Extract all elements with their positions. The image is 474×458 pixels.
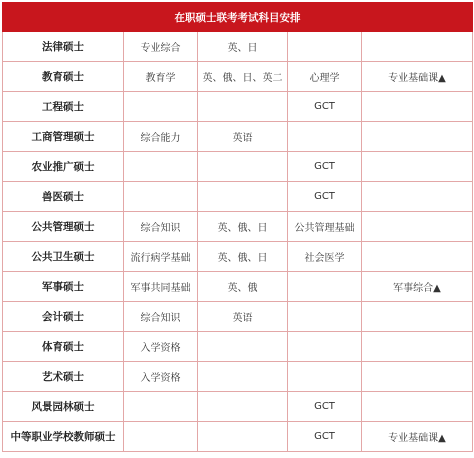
table-row [3, 122, 473, 152]
subject-cell [362, 242, 473, 272]
subject-cell [198, 152, 288, 182]
exam-schedule [2, 2, 472, 452]
table-row [3, 302, 473, 332]
subject-cell: 教育学 [124, 62, 198, 92]
subject-cell: 社会医学 [288, 242, 362, 272]
subject-cell [288, 272, 362, 302]
subject-cell: GCT [288, 92, 362, 122]
exam-subjects-table [2, 2, 473, 452]
table-row [3, 92, 473, 122]
subject-cell [124, 392, 198, 422]
table-title: 在职硕士联考考试科目安排 [3, 3, 473, 32]
subject-cell: 专业基础课▲ [362, 62, 473, 92]
degree-name: 工程硕士 [3, 92, 124, 122]
subject-cell [124, 182, 198, 212]
degree-name: 教育硕士 [3, 62, 124, 92]
subject-cell: 英、日 [198, 32, 288, 62]
subject-cell [124, 152, 198, 182]
subject-cell [198, 422, 288, 452]
subject-cell [362, 362, 473, 392]
subject-cell [288, 362, 362, 392]
subject-cell: 公共管理基础 [288, 212, 362, 242]
table-row [3, 362, 473, 392]
degree-name: 中等职业学校教师硕士 [3, 422, 124, 452]
subject-cell [198, 92, 288, 122]
subject-cell [362, 332, 473, 362]
subject-cell [288, 32, 362, 62]
subject-cell [198, 392, 288, 422]
degree-name: 风景园林硕士 [3, 392, 124, 422]
subject-cell [198, 362, 288, 392]
subject-cell: GCT [288, 392, 362, 422]
subject-cell: 流行病学基础 [124, 242, 198, 272]
subject-cell [198, 182, 288, 212]
degree-name: 农业推广硕士 [3, 152, 124, 182]
subject-cell [124, 92, 198, 122]
subject-cell: 专业基础课▲ [362, 422, 473, 452]
degree-name: 兽医硕士 [3, 182, 124, 212]
degree-name: 会计硕士 [3, 302, 124, 332]
table-row [3, 212, 473, 242]
table-row [3, 422, 473, 452]
subject-cell: 英、俄、日 [198, 242, 288, 272]
subject-cell: 英、俄 [198, 272, 288, 302]
degree-name: 体育硕士 [3, 332, 124, 362]
table-row [3, 32, 473, 62]
subject-cell: GCT [288, 152, 362, 182]
table-row [3, 242, 473, 272]
table-row [3, 62, 473, 92]
subject-cell: GCT [288, 422, 362, 452]
subject-cell [362, 302, 473, 332]
subject-cell [288, 122, 362, 152]
table-row [3, 392, 473, 422]
subject-cell: 入学资格 [124, 362, 198, 392]
subject-cell [288, 302, 362, 332]
subject-cell: 专业综合 [124, 32, 198, 62]
subject-cell: 综合知识 [124, 212, 198, 242]
subject-cell [198, 332, 288, 362]
degree-name: 公共管理硕士 [3, 212, 124, 242]
table-row [3, 272, 473, 302]
subject-cell: 英语 [198, 122, 288, 152]
table-title-row [3, 3, 473, 32]
subject-cell [362, 32, 473, 62]
subject-cell: 军事共同基础 [124, 272, 198, 302]
subject-cell: 综合知识 [124, 302, 198, 332]
degree-name: 公共卫生硕士 [3, 242, 124, 272]
subject-cell [362, 182, 473, 212]
table-row [3, 182, 473, 212]
degree-name: 法律硕士 [3, 32, 124, 62]
subject-cell: 英、俄、日 [198, 212, 288, 242]
subject-cell: 英、俄、日、英二 [198, 62, 288, 92]
subject-cell [362, 392, 473, 422]
subject-cell [124, 422, 198, 452]
subject-cell [362, 122, 473, 152]
subject-cell: 军事综合▲ [362, 272, 473, 302]
subject-cell [362, 92, 473, 122]
subject-cell: 综合能力 [124, 122, 198, 152]
degree-name: 艺术硕士 [3, 362, 124, 392]
table-body [3, 32, 473, 452]
table-row [3, 152, 473, 182]
degree-name: 军事硕士 [3, 272, 124, 302]
subject-cell: GCT [288, 182, 362, 212]
table-row [3, 332, 473, 362]
degree-name: 工商管理硕士 [3, 122, 124, 152]
subject-cell [362, 212, 473, 242]
subject-cell: 入学资格 [124, 332, 198, 362]
subject-cell: 心理学 [288, 62, 362, 92]
subject-cell [288, 332, 362, 362]
subject-cell [362, 152, 473, 182]
subject-cell: 英语 [198, 302, 288, 332]
